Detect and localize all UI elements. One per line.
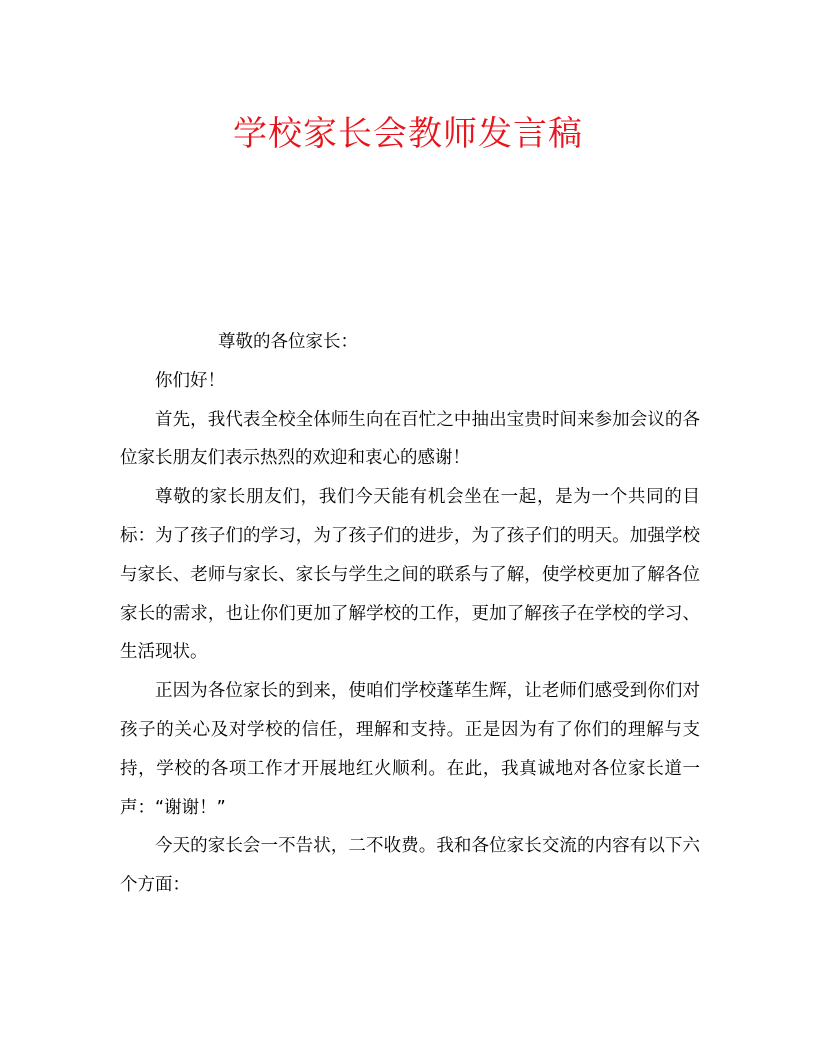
paragraph-thanks: 正因为各位家长的到来，使咱们学校蓬荜生辉，让老师们感受到你们对孩子的关心及对学校的信任，理解和支持。正是因为有了你们的理解与支持，学校的各项工作才开展地红火顺利。在此，我真诚地对各位家长道一声：“谢谢！” [120, 681, 700, 818]
paragraph-purpose: 尊敬的家长朋友们，我们今天能有机会坐在一起，是为一个共同的目标：为了孩子们的学习，为了孩子们的进步，为了孩子们的明天。加强学校与家长、老师与家长、家长与学生之间的联系与了解，使学校更加了解各位家长的需求，也让你们更加了解学校的工作，更加了解孩子在学校的学习、生活现状。 [120, 487, 700, 663]
paragraph-agenda: 今天的家长会一不告状，二不收费。我和各位家长交流的内容有以下六个方面： [120, 836, 700, 896]
salutation: 尊敬的各位家长： [218, 332, 358, 352]
paragraph-welcome: 首先，我代表全校全体师生向在百忙之中抽出宝贵时间来参加会议的各位家长朋友们表示热烈的欢迎和衷心的感谢！ [120, 409, 700, 469]
paragraph-greeting: 你们好！ [155, 370, 225, 391]
document-title: 学校家长会教师发言稿 [233, 114, 583, 154]
document-body [120, 323, 700, 905]
